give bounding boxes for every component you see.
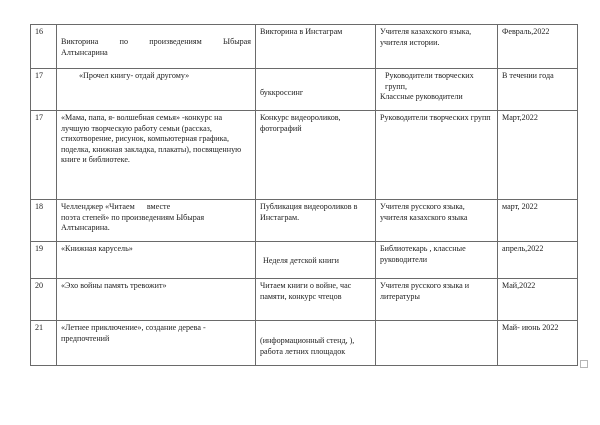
responsible-cell: Руководители творческих групп [376,111,498,200]
event-cell [57,69,256,111]
date-cell: Февраль,2022 [498,25,578,69]
table-row [31,200,578,242]
event-text: «Прочел книгу- отдай другому» [79,71,190,80]
table-row [31,321,578,366]
table-row [31,279,578,321]
event-cell: «Эхо войны память тревожит» [57,279,256,321]
event-line: Челленджер «Читаем вместе [61,202,171,211]
form-cell: Читаем книги о войне, час памяти, конкурс чтецов [256,279,376,321]
responsible-cell [376,69,498,111]
form-cell: Конкурс видеороликов, фотографий [256,111,376,200]
table-row [31,25,578,69]
row-number: 17 [31,111,57,200]
responsible-line: Классные руководители [380,92,463,102]
responsible-cell [376,321,498,366]
event-line: поэта степей» по произведениям Ыбырая Алтынсарина. [61,212,205,233]
date-cell: Май,2022 [498,279,578,321]
row-number: 21 [31,321,57,366]
event-line: Алтынсарина [61,47,108,57]
plan-table [30,24,578,366]
row-number: 19 [31,242,57,279]
row-number: 16 [31,25,57,69]
responsible-cell: Учителя русского языка, учителя казахского языка [376,200,498,242]
responsible-cell: Учителя русского языка и литературы [376,279,498,321]
event-cell: «Книжная карусель» [57,242,256,279]
row-number: 17 [31,69,57,111]
form-cell: Викторина в Инстаграм [256,25,376,69]
responsible-cell: Учителя казахского языка, учителя истории. [376,25,498,69]
form-cell [256,69,376,111]
event-cell [57,200,256,242]
event-cell [57,25,256,69]
date-cell: В течении года [498,69,578,111]
responsible-cell: Библиотекарь , классные руководители [376,242,498,279]
event-cell: «Мама, папа, я- волшебная семья» -конкурс на лучшую творческую работу семьи (рассказ, стихотворение, рисунок, компьютерная графика, поделка, книжная закладка, плакаты), посвященную книге и библиотеке. [57,111,256,200]
form-text: Неделя детской книги [263,256,339,265]
date-cell: Март,2022 [498,111,578,200]
row-number: 20 [31,279,57,321]
date-cell: март, 2022 [498,200,578,242]
form-text: буккроссинг [260,88,304,97]
date-cell: апрель,2022 [498,242,578,279]
event-line: Викторина по произведениям Ыбырая [61,37,251,46]
date-cell: Май- июнь 2022 [498,321,578,366]
form-cell [256,321,376,366]
event-cell: «Летнее приключение», создание дерева - предпочтений [57,321,256,366]
row-number: 18 [31,200,57,242]
table-row [31,111,578,200]
form-text: (информационный стенд, ), работа летних площадок [260,336,355,356]
responsible-line: Руководители творческих групп, [385,71,474,91]
form-cell: Публикация видеороликов в Инстаграм. [256,200,376,242]
form-cell [256,242,376,279]
table-row [31,242,578,279]
table-resize-handle[interactable] [580,360,588,368]
table-row [31,69,578,111]
